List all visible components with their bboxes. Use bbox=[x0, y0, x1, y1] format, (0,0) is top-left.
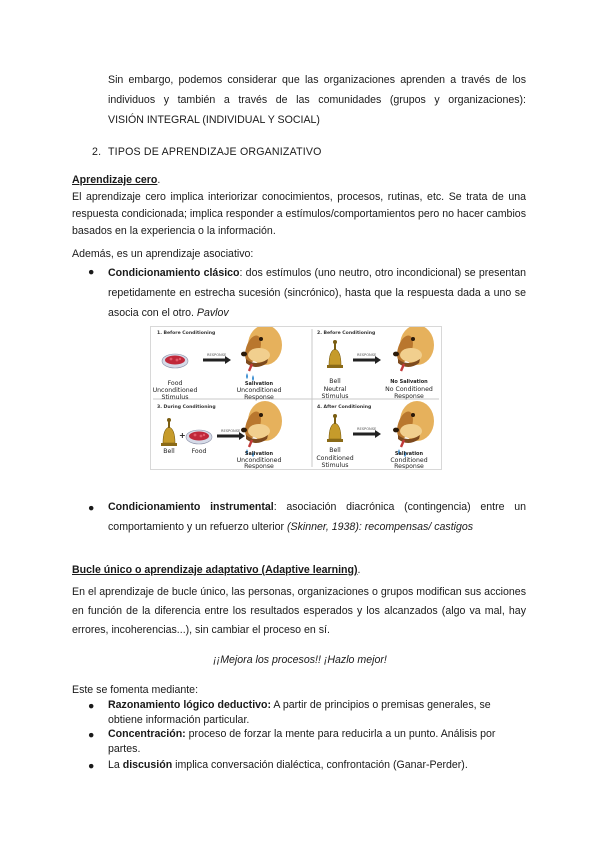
clasico-author: Pavlov bbox=[196, 307, 229, 319]
bucle-slogan: ¡¡Mejora los procesos!! ¡Hazlo mejor! bbox=[213, 654, 387, 666]
p4-resp-1: Salivation bbox=[394, 451, 424, 457]
instrumental-ref: (Skinner, 1938): recompensas/ castigos bbox=[287, 521, 474, 533]
section-number: 2. bbox=[92, 146, 102, 158]
pavlov-figure bbox=[150, 326, 442, 470]
item2-text: proceso de forzar la mente para reducirla a un punto. Análisis por partes. bbox=[108, 728, 496, 755]
p3-resp-2: Unconditioned bbox=[236, 457, 282, 464]
ademas-line: Además, es un aprendizaje asociativo: bbox=[72, 248, 254, 260]
instrumental-label: Condicionamiento instrumental bbox=[108, 501, 274, 513]
intro-line-2: individuos y también a través de las comunidades (grupos y organizaciones): bbox=[108, 94, 526, 106]
aprendizaje-cero-title-suffix: . bbox=[157, 174, 161, 186]
p3-resp-3: Response bbox=[244, 463, 274, 469]
section-heading bbox=[92, 146, 322, 158]
arrow-icon bbox=[217, 432, 245, 440]
list-item-razonamiento bbox=[108, 698, 526, 728]
plus-sign: + bbox=[179, 431, 186, 440]
p2-resp-1: No Salivation bbox=[390, 379, 428, 385]
food-bowl-icon bbox=[162, 354, 188, 368]
p1-resp-2: Unconditioned bbox=[236, 387, 282, 394]
section-title: TIPOS DE APRENDIZAJE ORGANIZATIVO bbox=[108, 146, 322, 158]
bullet-dot: ● bbox=[88, 266, 95, 278]
bullet-dot: ● bbox=[88, 760, 95, 772]
fomenta-line: Este se fomenta mediante: bbox=[72, 684, 199, 696]
panel1-title: 1. Before Conditioning bbox=[157, 331, 216, 336]
intro-line-3: VISIÓN INTEGRAL (INDIVIDUAL Y SOCIAL) bbox=[108, 114, 320, 126]
bell-icon bbox=[327, 340, 343, 368]
p4-resp-2: Conditioned bbox=[390, 457, 428, 464]
p4-stim-1: Bell bbox=[329, 447, 341, 454]
bell-icon bbox=[327, 414, 343, 442]
bucle-body: En el aprendizaje de bucle único, las personas, organizaciones o grupos modifican sus acciones en función de la diferencia entre los resultados esperados y los alcanzados (algo va mal, hay errores, incoherencias...), sin cambiar el proceso en sí. bbox=[72, 586, 526, 636]
item2-bold: Concentración: bbox=[108, 728, 186, 740]
p1-stim-1: Food bbox=[167, 380, 183, 387]
p3-resp-1: Salivation bbox=[244, 451, 274, 457]
dog-icon bbox=[393, 327, 434, 371]
arrow-icon bbox=[353, 430, 381, 438]
p4-stim-3: Stimulus bbox=[321, 462, 349, 469]
bucle-title-line bbox=[72, 564, 360, 576]
bullet-dot: ● bbox=[88, 700, 95, 712]
list-item-discusion bbox=[108, 758, 526, 773]
p2-resp-2: No Conditioned bbox=[385, 386, 433, 393]
p2-stim-3: Stimulus bbox=[321, 393, 349, 400]
dog-icon bbox=[241, 401, 282, 447]
bucle-title-suffix: . bbox=[357, 564, 361, 576]
response-label: RESPONSE bbox=[357, 427, 377, 431]
p1-resp-1: Salivation bbox=[244, 381, 274, 387]
aprendizaje-cero-block bbox=[72, 172, 526, 240]
intro-paragraph bbox=[108, 70, 526, 130]
item1-text: A partir de principios o premisas generales, se obtiene información particular. bbox=[108, 699, 491, 726]
dog-icon bbox=[393, 401, 434, 447]
p2-resp-3: Response bbox=[394, 393, 424, 400]
p1-resp-3: Response bbox=[244, 394, 274, 401]
arrow-icon bbox=[203, 356, 231, 364]
p2-stim-1: Bell bbox=[329, 378, 341, 385]
list-item-concentracion bbox=[108, 727, 526, 757]
p3-bell: Bell bbox=[163, 448, 175, 455]
bullet-dot: ● bbox=[88, 729, 95, 741]
clasico-text: : dos estímulos (uno neutro, otro incondicional) se presentan repetidamente en estrecha sucesión (sincrónico), hasta que la respuesta dada a uno se asocia con el otro. bbox=[108, 267, 526, 319]
p4-resp-3: Response bbox=[394, 463, 424, 469]
bell-icon bbox=[161, 418, 177, 446]
panel3-title: 3. During Conditioning bbox=[157, 405, 216, 410]
clasico-label: Condicionamiento clásico bbox=[108, 267, 240, 279]
instrumental-text: : asociación diacrónica (contingencia) entre un comportamiento y un refuerzo ulterior bbox=[108, 501, 526, 533]
p4-stim-2: Conditioned bbox=[316, 455, 354, 462]
saliva-icon bbox=[246, 373, 254, 381]
panel4-title: 4. After Conditioning bbox=[317, 405, 372, 410]
bullet-dot: ● bbox=[88, 502, 95, 514]
bullet-instrumental bbox=[108, 497, 526, 537]
bucle-title: Bucle único o aprendizaje adaptativo (Adaptive learning) bbox=[72, 564, 358, 576]
response-label: RESPONSE bbox=[207, 353, 227, 357]
item1-bold: Razonamiento lógico deductivo: bbox=[108, 699, 272, 711]
aprendizaje-cero-body: El aprendizaje cero implica interiorizar conocimientos, procesos, rutinas, etc. Se trata de una respuesta condicionada; implica responder a estímulos/comportamientos pero no hacer cambios basados en la experiencia o la información. bbox=[72, 191, 526, 237]
response-label: RESPONSE bbox=[357, 353, 377, 357]
aprendizaje-cero-title: Aprendizaje cero bbox=[72, 174, 158, 186]
item3-text: implica conversación dialéctica, confrontación (Ganar-Perder). bbox=[172, 759, 468, 771]
response-label: RESPONSE bbox=[221, 429, 241, 433]
arrow-icon bbox=[353, 356, 381, 364]
panel2-title: 2. Before Conditioning bbox=[317, 331, 376, 336]
p2-stim-2: Neutral bbox=[323, 386, 347, 393]
p1-stim-2: Unconditioned bbox=[152, 387, 198, 394]
bullet-clasico bbox=[108, 263, 526, 323]
food-bowl-icon bbox=[186, 430, 212, 444]
item3-bold: discusión bbox=[122, 759, 173, 771]
p1-stim-3: Stimulus bbox=[161, 394, 189, 401]
item3-pre: La bbox=[108, 759, 123, 771]
dog-icon bbox=[241, 327, 282, 371]
intro-line-1: Sin embargo, podemos considerar que las organizaciones aprenden a través de los bbox=[108, 74, 526, 86]
p3-food: Food bbox=[191, 448, 207, 455]
